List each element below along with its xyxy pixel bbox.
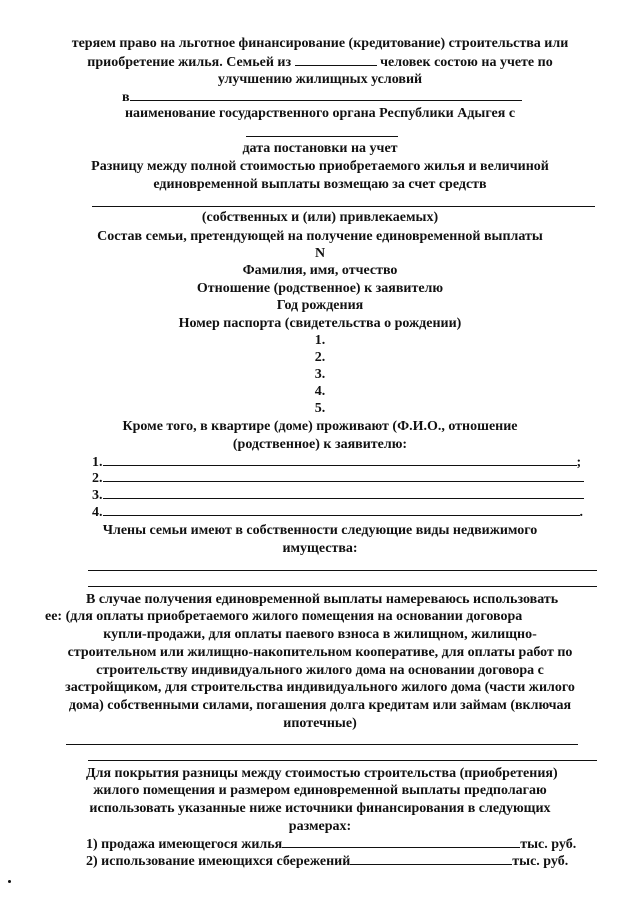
amount-blank [350, 852, 512, 865]
text-fragment: 3. [92, 488, 103, 503]
text-fragment: . [579, 505, 583, 520]
text-line: Год рождения [276, 298, 364, 313]
text-line: строительству индивидуального жилого дома на основании договора с [96, 663, 544, 678]
resident-blank [103, 486, 584, 499]
text-line: (собственных и (или) привлекаемых) [201, 210, 439, 225]
text-line: имущества: [282, 541, 358, 556]
text-line: наименование государственного органа Республики Адыгея с [124, 106, 516, 121]
list-item: 4. [314, 384, 326, 399]
source-line-1 [86, 835, 576, 853]
text-fragment: 2) использование имеющихся сбережений [86, 854, 351, 869]
family-size-blank [295, 53, 377, 66]
text-fragment: приобретение жилья. Семьей из [87, 55, 292, 70]
text-line: ипотечные) [283, 716, 357, 731]
text-fragment: 4. [92, 505, 103, 520]
text-line: Номер паспорта (свидетельства о рождении) [178, 316, 462, 331]
scan-speck [8, 880, 11, 883]
text-fragment: тыс. руб. [512, 854, 569, 869]
text-line: жилого помещения и размером единовременной выплаты предполагаю [93, 783, 547, 798]
source-line-2 [86, 852, 568, 870]
text-fragment: в [122, 90, 130, 105]
text-line: В случае получения единовременной выплаты намереваюсь использовать [86, 592, 559, 607]
text-line: строительном или жилищно-накопительном кооперативе, для оплаты работ по [67, 645, 573, 660]
text-line: теряем право на льготное финансирование (кредитование) строительства или [71, 36, 569, 51]
text-line: Для покрытия разницы между стоимостью строительства (приобретения) [86, 766, 558, 781]
text-line: N [314, 246, 326, 261]
text-line: Отношение (родственное) к заявителю [196, 281, 444, 296]
date-blank [246, 136, 398, 137]
text-fragment: 1) продажа имеющегося жилья [86, 837, 283, 852]
text-fragment: человек состою на учете по [380, 55, 553, 70]
text-line: ее: (для оплаты приобретаемого жилого помещения на основании договора [45, 609, 523, 624]
resident-line-3 [92, 486, 584, 504]
text-line: размерах: [288, 819, 352, 834]
property-blank [88, 586, 597, 587]
resident-blank [103, 469, 584, 482]
resident-blank [103, 453, 577, 466]
text-line: Члены семьи имеют в собственности следующие виды недвижимого [102, 523, 538, 538]
list-item: 5. [314, 401, 326, 416]
property-blank [88, 570, 597, 571]
resident-line-4 [92, 503, 583, 521]
text-fragment: тыс. руб. [520, 837, 577, 852]
text-line: улучшению жилищных условий [217, 72, 423, 87]
text-line: Фамилия, имя, отчество [242, 263, 398, 278]
resident-blank [103, 503, 580, 516]
text-line: Разницу между полной стоимостью приобретаемого жилья и величиной [91, 159, 549, 174]
text-fragment: ; [576, 455, 582, 470]
text-line: дата постановки на учет [242, 141, 398, 156]
authority-line [122, 88, 522, 106]
funds-blank [92, 206, 595, 207]
text-line: застройщиком, для строительства индивидуального жилого дома (части жилого [65, 680, 575, 695]
text-line: (родственное) к заявителю: [232, 437, 408, 452]
text-fragment: 2. [92, 471, 103, 486]
amount-blank [282, 835, 520, 848]
usage-blank [66, 744, 578, 745]
text-line: использовать указанные ниже источники финансирования в следующих [89, 801, 551, 816]
text-line: Состав семьи, претендующей на получение единовременной выплаты [97, 229, 543, 244]
list-item: 2. [314, 350, 326, 365]
family-size-line [40, 53, 600, 71]
text-line: единовременной выплаты возмещаю за счет средств [153, 177, 487, 192]
usage-blank [88, 760, 597, 761]
text-line: купли-продажи, для оплаты паевого взноса в жилищном, жилищно- [103, 627, 537, 642]
authority-blank [130, 88, 522, 101]
text-line: дома) собственными силами, погашения долга кредитам или займам (включая [68, 698, 572, 713]
list-item: 1. [314, 333, 326, 348]
resident-line-2 [92, 469, 584, 487]
text-line: Кроме того, в квартире (доме) проживают (Ф.И.О., отношение [122, 419, 518, 434]
text-fragment: 1. [92, 455, 103, 470]
list-item: 3. [314, 367, 326, 382]
